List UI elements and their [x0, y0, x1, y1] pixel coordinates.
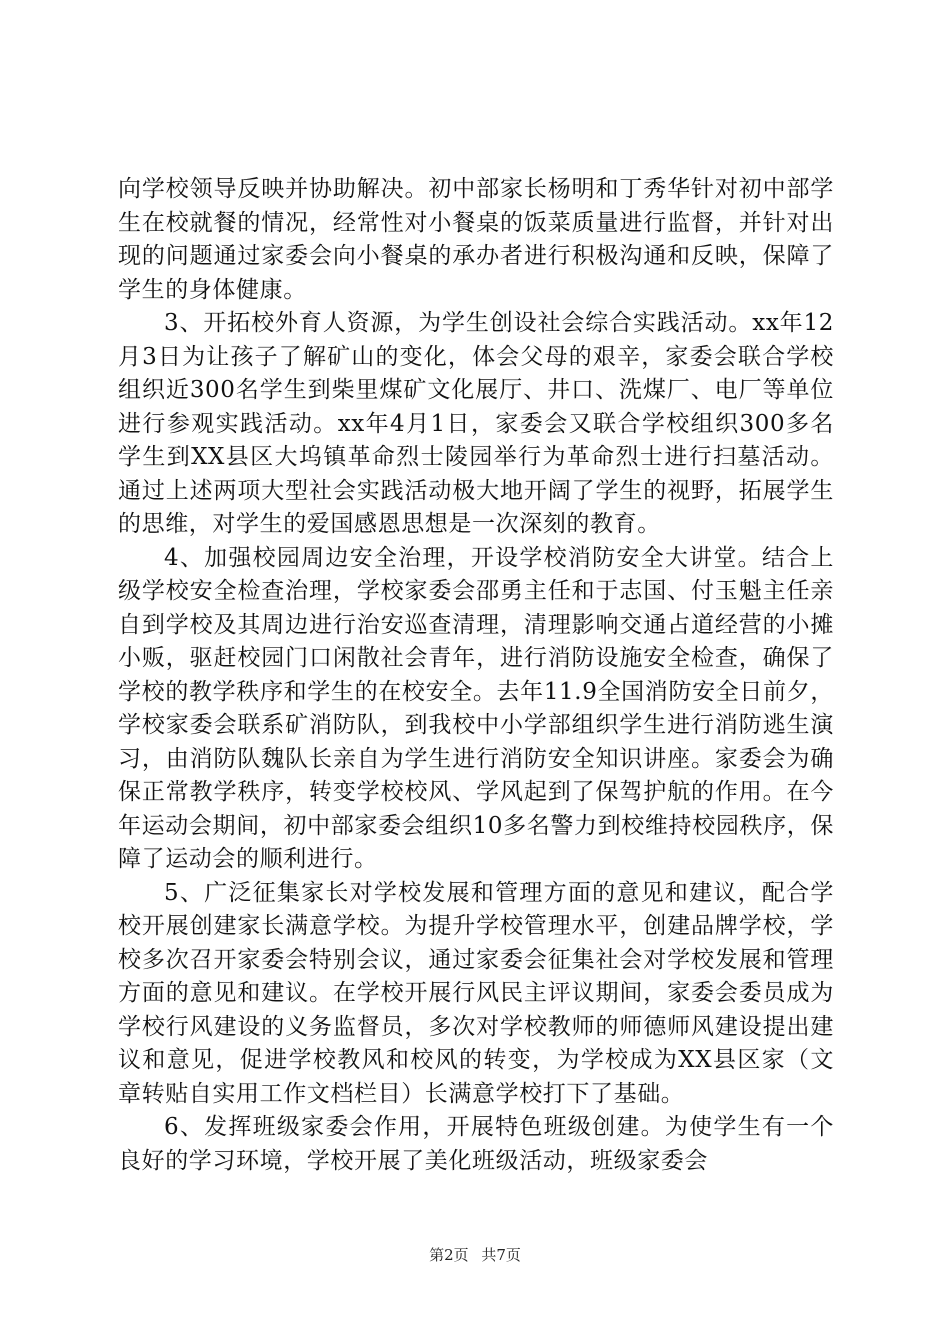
page-footer: [0, 1244, 950, 1265]
document-body: [118, 173, 834, 1178]
paragraph-3: 3、开拓校外育人资源，为学生创设社会综合实践活动。xx年12月3日为让孩子了解矿山的变化，体会父母的艰辛，家委会联合学校组织近300名学生到柴里煤矿文化展厅、井口、洗煤厂、电厂等单位进行参观实践活动。xx年4月1日，家委会又联合学校组织300多名学生到XX县区大坞镇革命烈士陵园举行为革命烈士进行扫墓活动。通过上述两项大型社会实践活动极大地开阔了学生的视野，拓展学生的思维，对学生的爱国感恩思想是一次深刻的教育。: [118, 310, 834, 537]
page-total: 共7页: [481, 1246, 521, 1264]
paragraph-4: 4、加强校园周边安全治理，开设学校消防安全大讲堂。结合上级学校安全检查治理，学校家委会邵勇主任和于志国、付玉魁主任亲自到学校及其周边进行治安巡查清理，清理影响交通占道经营的小摊小贩，驱赶校园门口闲散社会青年，进行消防设施安全检查，确保了学校的教学秩序和学生的在校安全。去年11.9全国消防安全日前夕，学校家委会联系矿消防队，到我校中小学部组织学生进行消防逃生演习，由消防队魏队长亲自为学生进行消防安全知识讲座。家委会为确保正常教学秩序，转变学校校风、学风起到了保驾护航的作用。在今年运动会期间，初中部家委会组织10多名警力到校维持校园秩序，保障了运动会的顺利进行。: [118, 544, 834, 872]
paragraph-6: 6、发挥班级家委会作用，开展特色班级创建。为使学生有一个良好的学习环境，学校开展了美化班级活动，班级家委会: [118, 1114, 834, 1174]
page-number: 第2页: [429, 1246, 469, 1264]
paragraph-continued: 向学校领导反映并协助解决。初中部家长杨明和丁秀华针对初中部学生在校就餐的情况，经常性对小餐桌的饭菜质量进行监督，并针对出现的问题通过家委会向小餐桌的承办者进行积极沟通和反映，保障了学生的身体健康。: [118, 176, 834, 303]
paragraph-5: 5、广泛征集家长对学校发展和管理方面的意见和建议，配合学校开展创建家长满意学校。为提升学校管理水平，创建品牌学校，学校多次召开家委会特别会议，通过家委会征集社会对学校发展和管理方面的意见和建议。在学校开展行风民主评议期间，家委会委员成为学校行风建设的义务监督员，多次对学校教师的师德师风建设提出建议和意见，促进学校教风和校风的转变，为学校成为XX县区家（文章转贴自实用工作文档栏目）长满意学校打下了基础。: [118, 879, 834, 1107]
